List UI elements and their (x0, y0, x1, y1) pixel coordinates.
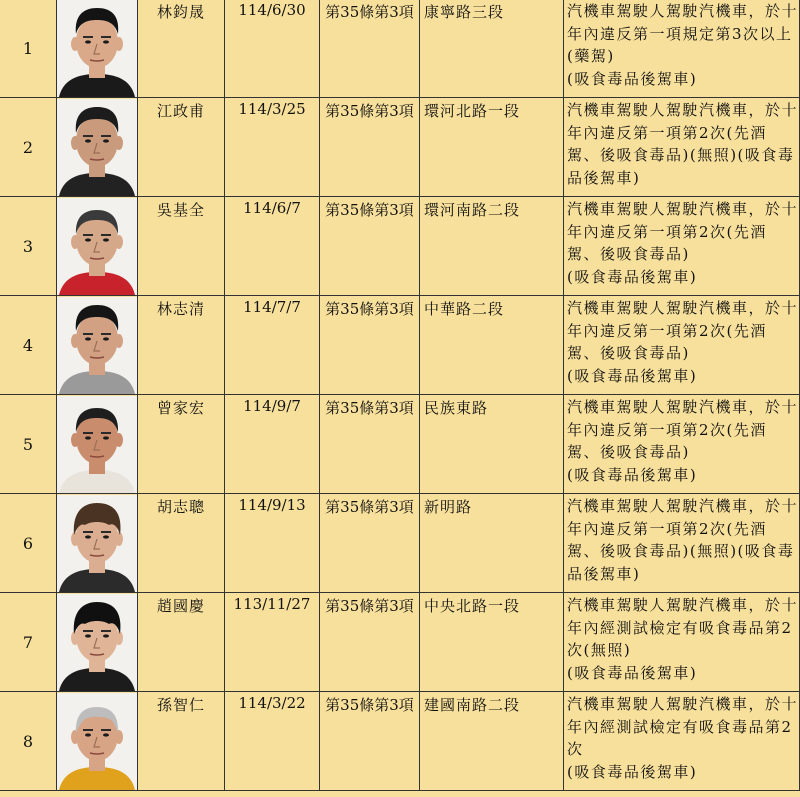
law-article: 第35條第3項 (320, 0, 420, 98)
violation-description (564, 494, 800, 593)
mugshot-photo (57, 99, 137, 196)
violation-description (564, 395, 800, 494)
mugshot-cell (57, 0, 138, 98)
offender-name: 江政甫 (138, 98, 225, 197)
road-location: 新明路 (420, 494, 564, 593)
mugshot-cell (57, 593, 138, 692)
offender-name: 胡志聰 (138, 494, 225, 593)
violation-description (564, 692, 800, 791)
violation-date: 114/3/25 (225, 98, 320, 197)
table-row (0, 0, 800, 98)
description-note: (吸食毒品後駕車) (567, 663, 698, 682)
mugshot-photo (57, 0, 137, 97)
road-location: 民族東路 (420, 395, 564, 494)
row-number: 7 (0, 593, 57, 692)
offender-name: 林鈞晟 (138, 0, 225, 98)
description-text: 汽機車駕駛人駕駛汽機車，於十年內違反第一項第2次(先酒駕、後吸食毒品) (567, 398, 799, 461)
law-article: 第35條第3項 (320, 197, 420, 296)
row-number: 3 (0, 197, 57, 296)
mugshot-cell (57, 494, 138, 593)
mugshot-photo (57, 198, 137, 295)
violation-date: 113/11/27 (225, 593, 320, 692)
violation-date: 114/7/7 (225, 296, 320, 395)
offender-name: 孫智仁 (138, 692, 225, 791)
mugshot-photo (57, 594, 137, 691)
mugshot-photo (57, 297, 137, 394)
offender-name: 吳基全 (138, 197, 225, 296)
law-article: 第35條第3項 (320, 98, 420, 197)
mugshot-cell (57, 197, 138, 296)
table-row (0, 395, 800, 494)
description-text: 汽機車駕駛人駕駛汽機車，於十年內違反第一項第2次(先酒駕、後吸食毒品) (567, 200, 799, 263)
law-article: 第35條第3項 (320, 395, 420, 494)
mugshot-cell (57, 395, 138, 494)
violation-date: 114/9/13 (225, 494, 320, 593)
row-number: 2 (0, 98, 57, 197)
description-note: (吸食毒品後駕車) (567, 69, 698, 88)
mugshot-photo (57, 495, 137, 592)
row-number: 8 (0, 692, 57, 791)
road-location: 中華路二段 (420, 296, 564, 395)
road-location: 環河南路二段 (420, 197, 564, 296)
description-text: 汽機車駕駛人駕駛汽機車，於十年內違反第一項第2次(先酒駕、後吸食毒品) (567, 299, 799, 362)
violation-description (564, 98, 800, 197)
violation-date: 114/3/22 (225, 692, 320, 791)
table-row (0, 593, 800, 692)
violation-description (564, 593, 800, 692)
law-article: 第35條第3項 (320, 593, 420, 692)
row-number: 6 (0, 494, 57, 593)
table-row (0, 197, 800, 296)
row-number: 5 (0, 395, 57, 494)
violation-description (564, 296, 800, 395)
law-article: 第35條第3項 (320, 296, 420, 395)
violation-description (564, 197, 800, 296)
offender-name: 趙國慶 (138, 593, 225, 692)
mugshot-cell (57, 98, 138, 197)
description-note: (吸食毒品後駕車) (567, 366, 698, 385)
description-text: 汽機車駕駛人駕駛汽機車，於十年內違反第一項第2次(先酒駕、後吸食毒品)(無照)(吸食毒品後駕車) (567, 101, 799, 187)
road-location: 中央北路一段 (420, 593, 564, 692)
law-article: 第35條第3項 (320, 494, 420, 593)
table-row (0, 692, 800, 791)
description-note: (吸食毒品後駕車) (567, 267, 698, 286)
mugshot-cell (57, 692, 138, 791)
road-location: 康寧路三段 (420, 0, 564, 98)
violation-date: 114/9/7 (225, 395, 320, 494)
violation-date: 114/6/30 (225, 0, 320, 98)
row-number: 4 (0, 296, 57, 395)
description-text: 汽機車駕駛人駕駛汽機車，於十年內經測試檢定有吸食毒品第2次 (567, 695, 799, 758)
description-text: 汽機車駕駛人駕駛汽機車，於十年內違反第一項規定第3次以上(藥駕) (567, 2, 799, 65)
mugshot-photo (57, 693, 137, 790)
violation-description (564, 0, 800, 98)
description-text: 汽機車駕駛人駕駛汽機車，於十年內經測試檢定有吸食毒品第2次(無照) (567, 596, 799, 659)
table-row (0, 494, 800, 593)
description-note: (吸食毒品後駕車) (567, 465, 698, 484)
law-article: 第35條第3項 (320, 692, 420, 791)
offender-name: 曾家宏 (138, 395, 225, 494)
violation-date: 114/6/7 (225, 197, 320, 296)
row-number: 1 (0, 0, 57, 98)
road-location: 環河北路一段 (420, 98, 564, 197)
road-location: 建國南路二段 (420, 692, 564, 791)
description-text: 汽機車駕駛人駕駛汽機車，於十年內違反第一項第2次(先酒駕、後吸食毒品)(無照)(吸食毒品後駕車) (567, 497, 799, 583)
mugshot-cell (57, 296, 138, 395)
table-row (0, 296, 800, 395)
offender-name: 林志清 (138, 296, 225, 395)
table-row (0, 98, 800, 197)
description-note: (吸食毒品後駕車) (567, 762, 698, 781)
mugshot-photo (57, 396, 137, 493)
